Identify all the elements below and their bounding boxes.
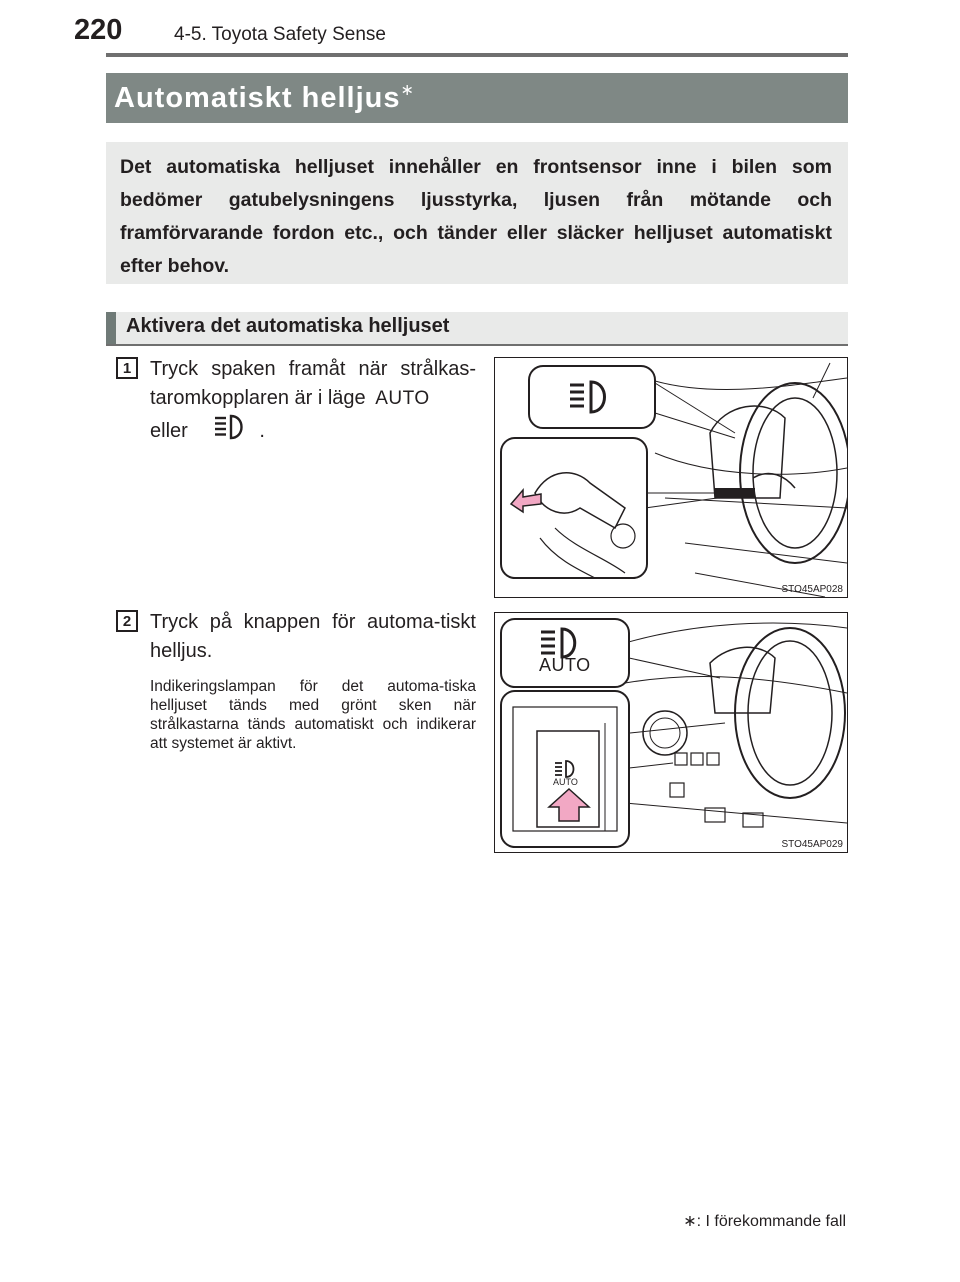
callout-auto-label: AUTO [539, 655, 591, 675]
step-2-note: Indikeringslampan för det automa-tiska helljuset tänds med grönt sken när strålkastarna tänds automatiskt och indikerar att systemet är aktivt. [150, 678, 476, 752]
page-title-text: Automatiskt helljus [114, 82, 401, 114]
figure-1-code: STO45AP028 [781, 584, 843, 595]
title-footnote-marker: ∗ [400, 82, 415, 99]
step-1-text [150, 355, 476, 450]
step-1-text-end: . [259, 419, 265, 442]
step-2-text: Tryck på knappen för automa-tiskt helljus. [150, 611, 476, 662]
high-beam-icon [213, 413, 249, 450]
section-title: 4-5. Toyota Safety Sense [174, 24, 386, 45]
subheader-rule [106, 344, 848, 346]
push-arrow-icon [547, 787, 591, 828]
page-number: 220 [74, 14, 123, 46]
step-number-1: 1 [116, 357, 138, 379]
subheader-text: Aktivera det automatiska helljuset [126, 315, 450, 337]
step-number-2: 2 [116, 610, 138, 632]
figure-2-code: STO45AP029 [781, 839, 843, 850]
intro-text: Det automatiska helljuset innehåller en frontsensor inne i bilen som bedömer gatubelysningens ljusstyrka, ljusen från mötande och framförvarande fordon etc., och tänder eller släcker helljuset automatiskt efter behov. [120, 156, 832, 277]
header-rule [106, 53, 848, 57]
figure-auto-button-illustration [494, 612, 848, 853]
step-1-auto-label: AUTO [375, 388, 430, 409]
button-auto-label: AUTO [553, 777, 578, 787]
lever-arrow-icon [509, 484, 543, 519]
step-1-text-part1: Tryck spaken framåt när strålkas-taromkopplaren är i läge [150, 358, 476, 409]
page-title [114, 82, 415, 115]
footnote: ∗: I förekommande fall [683, 1213, 846, 1230]
callout-high-beam-icon [567, 378, 613, 421]
step-1-text-part2: eller [150, 419, 188, 442]
figure-lever-illustration [494, 357, 848, 598]
